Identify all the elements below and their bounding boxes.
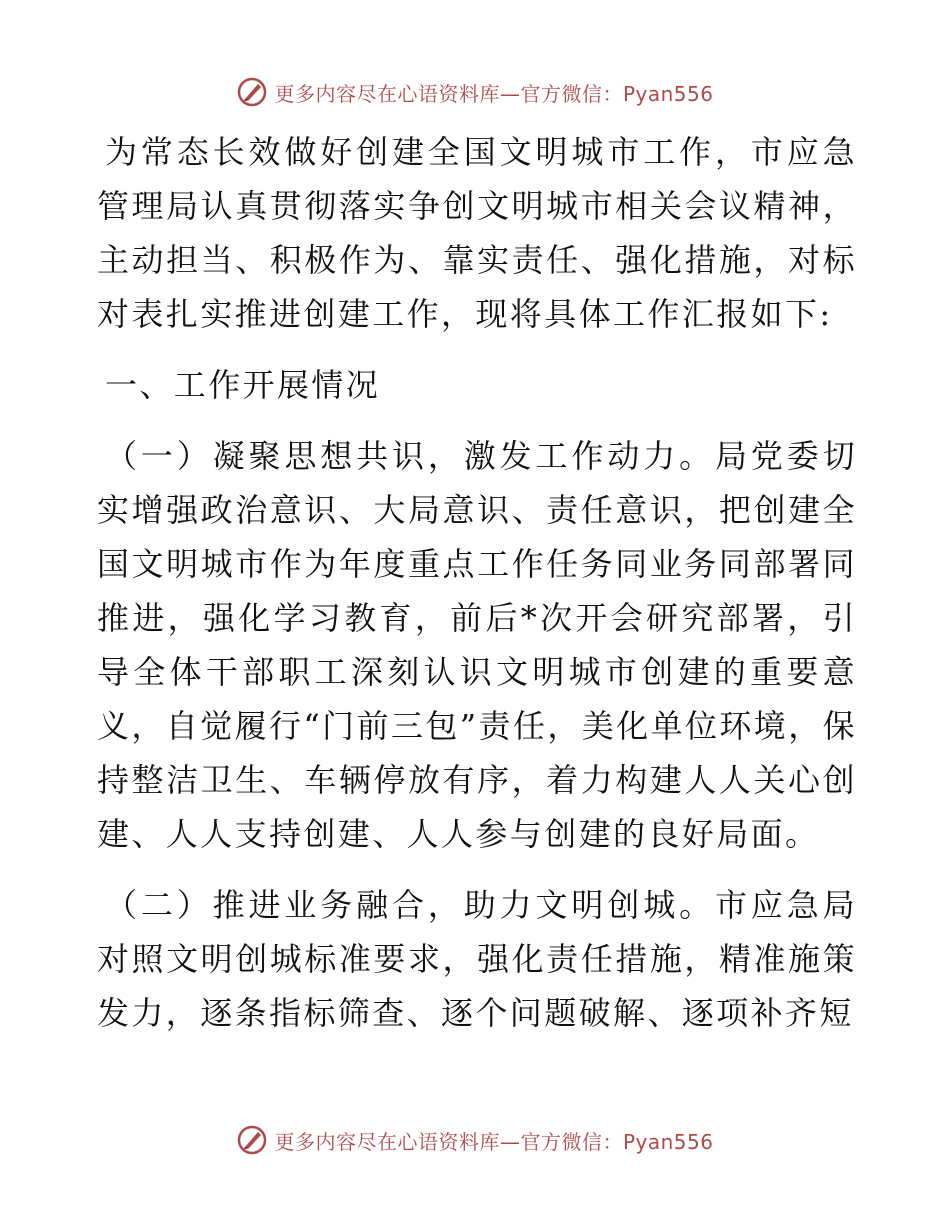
section-heading: 一、工作开展情况 — [105, 366, 381, 404]
section-paragraph-2: （二）推进业务融合，助力文明创城。市应急局对照文明创城标准要求，强化责任措施，精准施策发力，逐条指标筛查、逐个问题破解、逐项补齐短 — [97, 886, 857, 1032]
intro-paragraph: 为常态长效做好创建全国文明城市工作，市应急管理局认真贯彻落实争创文明城市相关会议精神，主动担当、积极作为、靠实责任、强化措施，对标对表扎实推进创建工作，现将具体工作汇报如下: — [97, 133, 857, 333]
quill-pen-logo-icon — [236, 76, 268, 108]
document-body — [97, 125, 857, 1057]
header-banner-text: 更多内容尽在心语资料库—官方微信：Pyan556 — [274, 81, 714, 106]
footer-banner-text: 更多内容尽在心语资料库—官方微信：Pyan556 — [274, 1129, 714, 1154]
quill-pen-logo-icon — [236, 1124, 268, 1156]
section-paragraph-1: （一）凝聚思想共识，激发工作动力。局党委切实增强政治意识、大局意识、责任意识，把创建全国文明城市作为年度重点工作任务同业务同部署同推进，强化学习教育，前后*次开会研究部署，引导全体干部职工深刻认识文明城市创建的重要意义，自觉履行“门前三包”责任，美化单位环境，保持整洁卫生、车辆停放有序，着力构建人人关心创建、人人支持创建、人人参与创建的良好局面。 — [97, 437, 857, 853]
header-watermark-banner — [0, 72, 950, 112]
footer-watermark-banner — [0, 1120, 950, 1160]
